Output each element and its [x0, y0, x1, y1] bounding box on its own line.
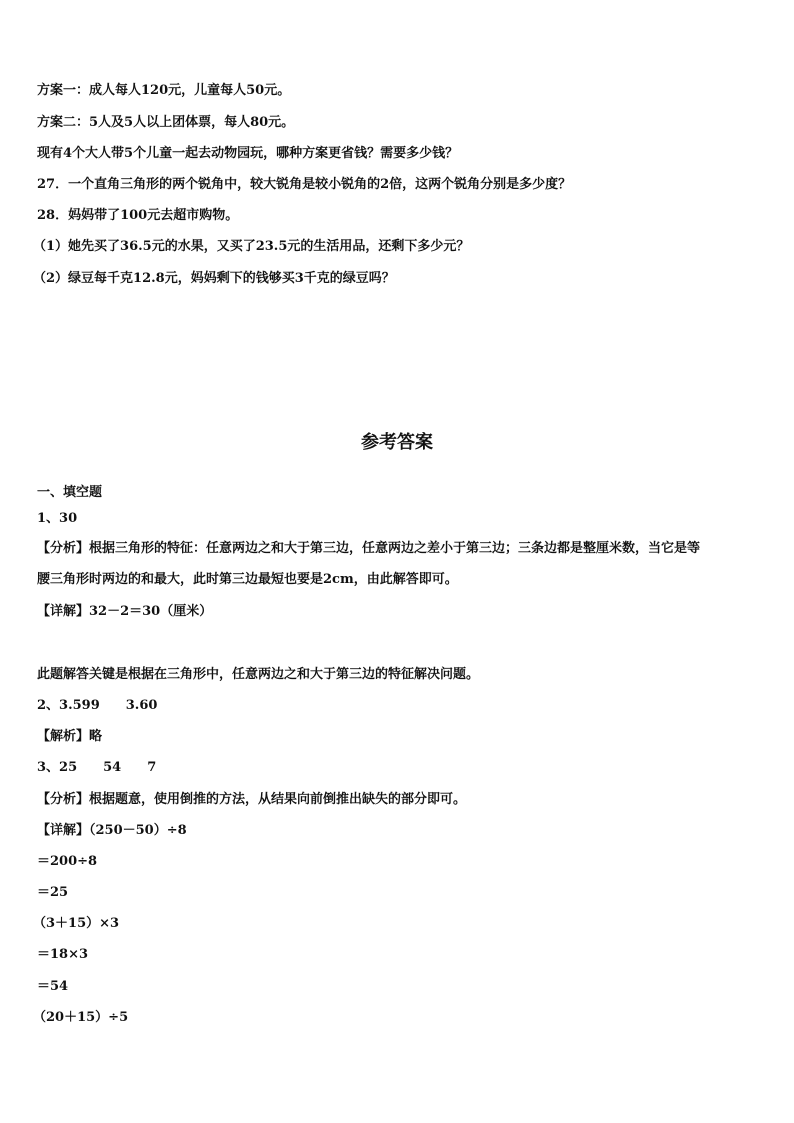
answer-3-step: （20＋15）÷5 — [33, 1010, 129, 1025]
plan-one-text: 方案一：成人每人120元，儿童每人50元。 — [37, 83, 291, 98]
answer-1: 1、30 — [37, 511, 78, 526]
answer-key-title: 参考答案 — [361, 432, 433, 453]
question-28-text: 28．妈妈带了100元去超市购物。 — [37, 208, 239, 223]
answer-1-analysis-line-1: 【分析】根据三角形的特征：任意两边之和大于第三边，任意两边之差小于第三边；三条边都是整厘米数，当它是等 — [37, 541, 701, 556]
answer-1-summary: 此题解答关键是根据在三角形中，任意两边之和大于第三边的特征解决问题。 — [37, 667, 480, 682]
question-27-text: 27．一个直角三角形的两个锐角中，较大锐角是较小锐角的2倍，这两个锐角分别是多少度？ — [37, 177, 572, 192]
section-fill-blank-heading: 一、填空题 — [37, 485, 103, 500]
answer-3-step: ＝18×3 — [37, 947, 89, 962]
answer-3-step: ＝54 — [37, 979, 69, 994]
answer-3-step: （3＋15）×3 — [33, 916, 120, 931]
answer-3: 3、25 54 7 — [37, 760, 157, 775]
answer-1-analysis-line-2: 腰三角形时两边的和最大，此时第三边最短也要是2cm，由此解答即可。 — [37, 572, 458, 587]
answer-3-detail: 【详解】（250－50）÷8 — [37, 823, 187, 838]
answer-3-step: ＝200÷8 — [37, 854, 98, 869]
question-28-part-2: （2）绿豆每千克12.8元，妈妈剩下的钱够买3千克的绿豆吗？ — [33, 271, 395, 286]
answer-3-analysis: 【分析】根据题意，使用倒推的方法，从结果向前倒推出缺失的部分即可。 — [37, 792, 467, 807]
question-28-part-1: （1）她先买了36.5元的水果，又买了23.5元的生活用品，还剩下多少元？ — [33, 239, 470, 254]
answer-3-step: ＝25 — [37, 885, 69, 900]
answer-2-analysis: 【解析】略 — [37, 729, 103, 744]
question-26-text: 现有4个大人带5个儿童一起去动物园玩，哪种方案更省钱？需要多少钱？ — [37, 146, 459, 161]
plan-two-text: 方案二：5人及5人以上团体票，每人80元。 — [37, 115, 295, 130]
answer-1-detail: 【详解】32－2＝30（厘米） — [37, 604, 213, 619]
answer-2: 2、3.599 3.60 — [37, 698, 158, 713]
